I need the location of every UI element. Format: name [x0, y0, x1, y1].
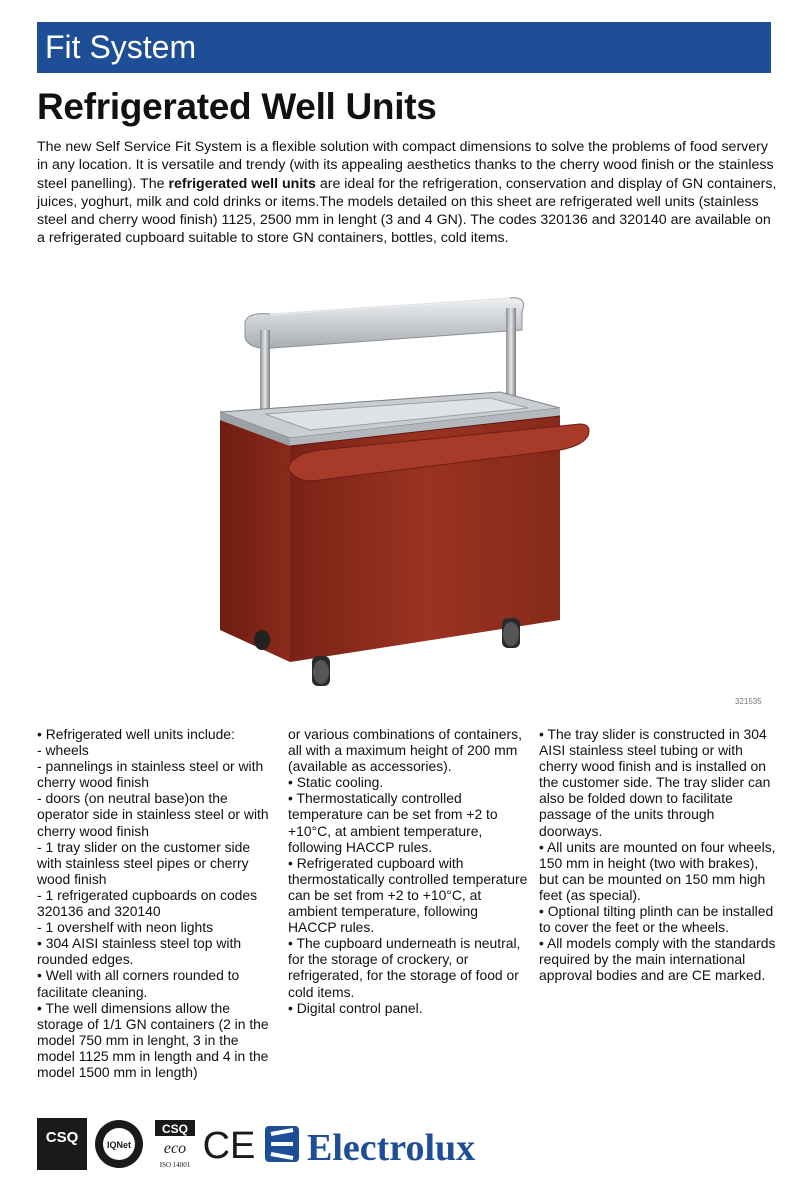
csq-eco-logo [153, 1118, 197, 1170]
electrolux-logo-text: Electrolux [307, 1127, 476, 1168]
feature-line: • Optional tilting plinth can be installed to cover the feet or the wheels. [539, 903, 774, 936]
feature-line: • Thermostatically controlled temperature can be set from +2 to +10°C, at ambient temperature, following HACCP rules. [288, 790, 498, 855]
features-column-3 [539, 726, 779, 984]
csq-logo-text: CSQ [45, 1129, 79, 1146]
feature-line: or various combinations of containers, all with a maximum height of 200 mm (available as accessories). [288, 726, 522, 775]
electrolux-logo [265, 1124, 535, 1168]
feature-line: • 304 AISI stainless steel top with rounded edges. [37, 935, 242, 968]
intro-bold-text: refrigerated well units [168, 175, 316, 192]
certification-logos [37, 1118, 557, 1170]
iso-text: ISO 14001 [159, 1161, 191, 1169]
feature-line: - pannelings in stainless steel or with cherry wood finish [37, 758, 264, 791]
feature-line: - 1 tray slider on the customer side with stainless steel pipes or cherry wood finish [37, 838, 251, 887]
features-column-1 [37, 726, 277, 1080]
feature-line: - 1 overshelf with neon lights [37, 919, 214, 936]
feature-line: • Digital control panel. [288, 999, 423, 1016]
feature-line: - wheels [37, 742, 89, 759]
feature-line: • Static cooling. [288, 774, 384, 791]
feature-line: - 1 refrigerated cupboards on codes 320136 and 320140 [37, 886, 258, 920]
feature-line: • Refrigerated cupboard with thermostatically controlled temperature can be set from +2 to +10°C, at ambient temperature, following HACCP rules. [288, 854, 528, 936]
page-title: Refrigerated Well Units [37, 86, 437, 127]
ce-mark-text: CE [203, 1125, 255, 1164]
csq-logo [37, 1118, 87, 1170]
feature-line: - doors (on neutral base)on the operator side in stainless steel or with cherry wood finish [37, 790, 269, 839]
iqnet-logo-text: IQNet [106, 1140, 132, 1150]
image-code: 321535 [735, 697, 762, 706]
eco-text: eco [163, 1140, 187, 1157]
feature-line: • Refrigerated well units include: [37, 726, 235, 742]
feature-line: • The well dimensions allow the storage of 1/1 GN containers (2 in the model 750 mm in lenght, 3 in the model 1125 mm in length and 4 in the model 1500 mm in length) [37, 999, 269, 1080]
feature-line: • The tray slider is constructed in 304 AISI stainless steel tubing or with cherry wood finish and is installed on the customer side. The tray slider can also be folded down to facilitate passage of the units through doorways. [539, 726, 771, 839]
feature-line: • Well with all corners rounded to facilitate cleaning. [37, 967, 240, 1000]
ce-mark [203, 1124, 255, 1164]
feature-line: • All models comply with the standards required by the main international approval bodies and are CE marked. [539, 935, 776, 984]
product-image [210, 290, 600, 690]
features-column-2 [288, 726, 528, 1016]
feature-line: • The cupboard underneath is neutral, for the storage of crockery, or refrigerated, for the storage of food or cold items. [288, 935, 521, 1000]
intro-paragraph [37, 138, 777, 248]
intro-text-1: The new Self Service Fit System is a flexible solution with compact dimensions to solve the problems of food servery in any location. It is versatile and trendy (with its appealing aesthetics thanks to the cherry wood finish or the stainless steel panelling). The [37, 139, 774, 192]
banner-title: Fit System [45, 29, 197, 65]
csq-eco-text: CSQ [161, 1122, 189, 1136]
feature-line: • All units are mounted on four wheels, 150 mm in height (two with brakes), but can be mounted on 150 mm high feet (as special). [539, 838, 776, 903]
iqnet-logo [93, 1118, 145, 1170]
intro-text-2: are ideal for the refrigeration, conservation and display of GN containers, juices, yoghurt, milk and cold drinks or items.The models detailed on this sheet are refrigerated well units (stainless steel and cherry wood finish) 1125, 2500 mm in lenght (3 and 4 GN). The codes 320136 and 320140 are available on a refrigerated cupboard suitable to store GN containers, bottles, cold items. [37, 175, 777, 247]
section-banner [37, 22, 771, 73]
